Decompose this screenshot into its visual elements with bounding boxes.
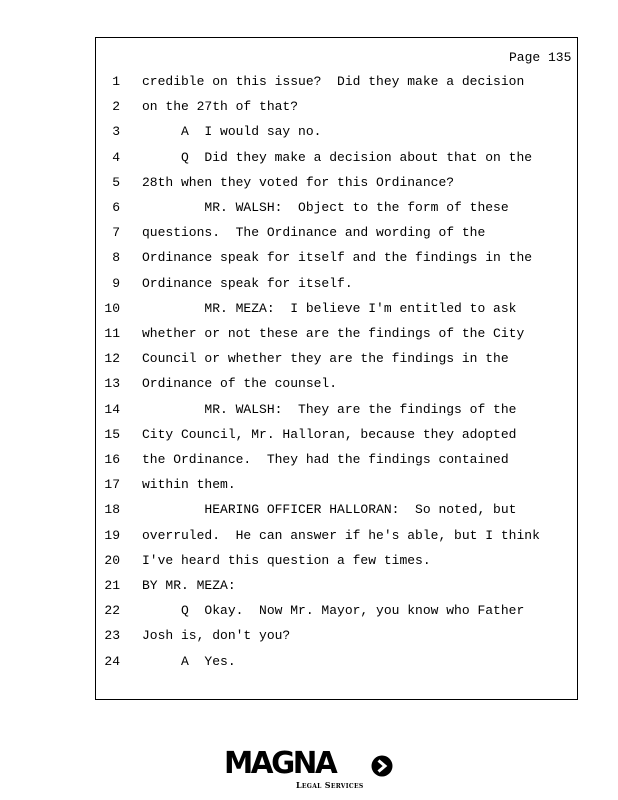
line-text: BY MR. MEZA: — [142, 578, 236, 593]
line-text: MR. WALSH: They are the findings of the — [142, 401, 517, 417]
line-text: A I would say no. — [142, 124, 322, 140]
line-number: 9 — [112, 275, 120, 291]
transcript-line — [0, 250, 618, 275]
line-text: MR. WALSH: Object to the form of these — [142, 200, 509, 215]
transcript-line — [0, 628, 618, 653]
line-text: questions. The Ordinance and wording of the — [142, 225, 486, 241]
transcript-line — [0, 578, 618, 603]
line-text: Q Okay. Now Mr. Mayor, you know who Father — [142, 603, 525, 619]
line-text: 28th when they voted for this Ordinance? — [142, 174, 455, 190]
transcript-line — [0, 502, 618, 527]
line-number: 12 — [104, 351, 120, 367]
line-text: I've heard this question a few times. — [142, 552, 431, 568]
line-number: 18 — [104, 502, 120, 518]
line-number: 2 — [112, 99, 120, 115]
logo-wordmark: MAGNA — [224, 746, 336, 781]
line-text: HEARING OFFICER HALLORAN: So noted, but — [142, 502, 517, 518]
line-number: 6 — [112, 200, 120, 215]
chevron-right-circle-icon — [371, 755, 393, 777]
line-number: 15 — [104, 426, 120, 442]
line-text: Ordinance of the counsel. — [142, 376, 338, 392]
line-text: Josh is, don't you? — [142, 628, 291, 644]
transcript-line — [0, 553, 618, 578]
line-number: 11 — [104, 326, 120, 341]
line-text: credible on this issue? Did they make a decision — [142, 74, 525, 89]
line-number: 20 — [104, 552, 120, 568]
line-text: Council or whether they are the findings in the — [142, 351, 509, 367]
line-text: within them. — [142, 477, 236, 493]
transcript-line — [0, 477, 618, 502]
magna-logo — [222, 746, 402, 794]
transcript-line — [0, 326, 618, 351]
transcript-line — [0, 276, 618, 301]
line-number: 19 — [104, 527, 120, 543]
transcript-line — [0, 175, 618, 200]
line-number: 3 — [112, 124, 120, 140]
transcript-line — [0, 225, 618, 250]
line-number: 7 — [112, 225, 120, 241]
line-text: on the 27th of that? — [142, 99, 299, 115]
transcript-line — [0, 654, 618, 679]
line-text: Ordinance speak for itself. — [142, 275, 353, 291]
line-text: City Council, Mr. Halloran, because they adopted — [142, 426, 517, 442]
line-text: Q Did they make a decision about that on the — [142, 149, 533, 165]
line-number: 23 — [104, 628, 120, 644]
line-number: 21 — [104, 578, 120, 593]
line-text: the Ordinance. They had the findings contained — [142, 452, 509, 467]
transcript-line — [0, 124, 618, 149]
transcript-line — [0, 603, 618, 628]
transcript-line — [0, 452, 618, 477]
transcript-line — [0, 74, 618, 99]
line-number: 22 — [104, 603, 120, 619]
transcript-line — [0, 99, 618, 124]
transcript-line — [0, 150, 618, 175]
line-number: 13 — [104, 376, 120, 392]
line-text: Ordinance speak for itself and the findings in the — [142, 250, 533, 266]
line-number: 5 — [112, 174, 120, 190]
line-number: 4 — [112, 149, 120, 165]
line-number: 17 — [104, 477, 120, 493]
transcript-line — [0, 200, 618, 225]
line-text: whether or not these are the findings of the City — [142, 326, 525, 341]
line-text: MR. MEZA: I believe I'm entitled to ask — [142, 300, 517, 316]
line-number: 8 — [112, 250, 120, 266]
transcript-line — [0, 376, 618, 401]
transcript-line — [0, 402, 618, 427]
line-text: A Yes. — [142, 653, 236, 669]
line-text: overruled. He can answer if he's able, but I think — [142, 527, 540, 543]
line-number: 1 — [112, 74, 120, 89]
transcript-line — [0, 528, 618, 553]
transcript-line — [0, 301, 618, 326]
logo-subtitle: Legal Services — [296, 780, 364, 790]
line-number: 16 — [104, 452, 120, 467]
line-number: 14 — [104, 401, 120, 417]
transcript-line — [0, 427, 618, 452]
line-number: 10 — [104, 300, 120, 316]
transcript-line — [0, 351, 618, 376]
page-number: Page 135 — [509, 50, 572, 65]
line-number: 24 — [104, 653, 120, 669]
